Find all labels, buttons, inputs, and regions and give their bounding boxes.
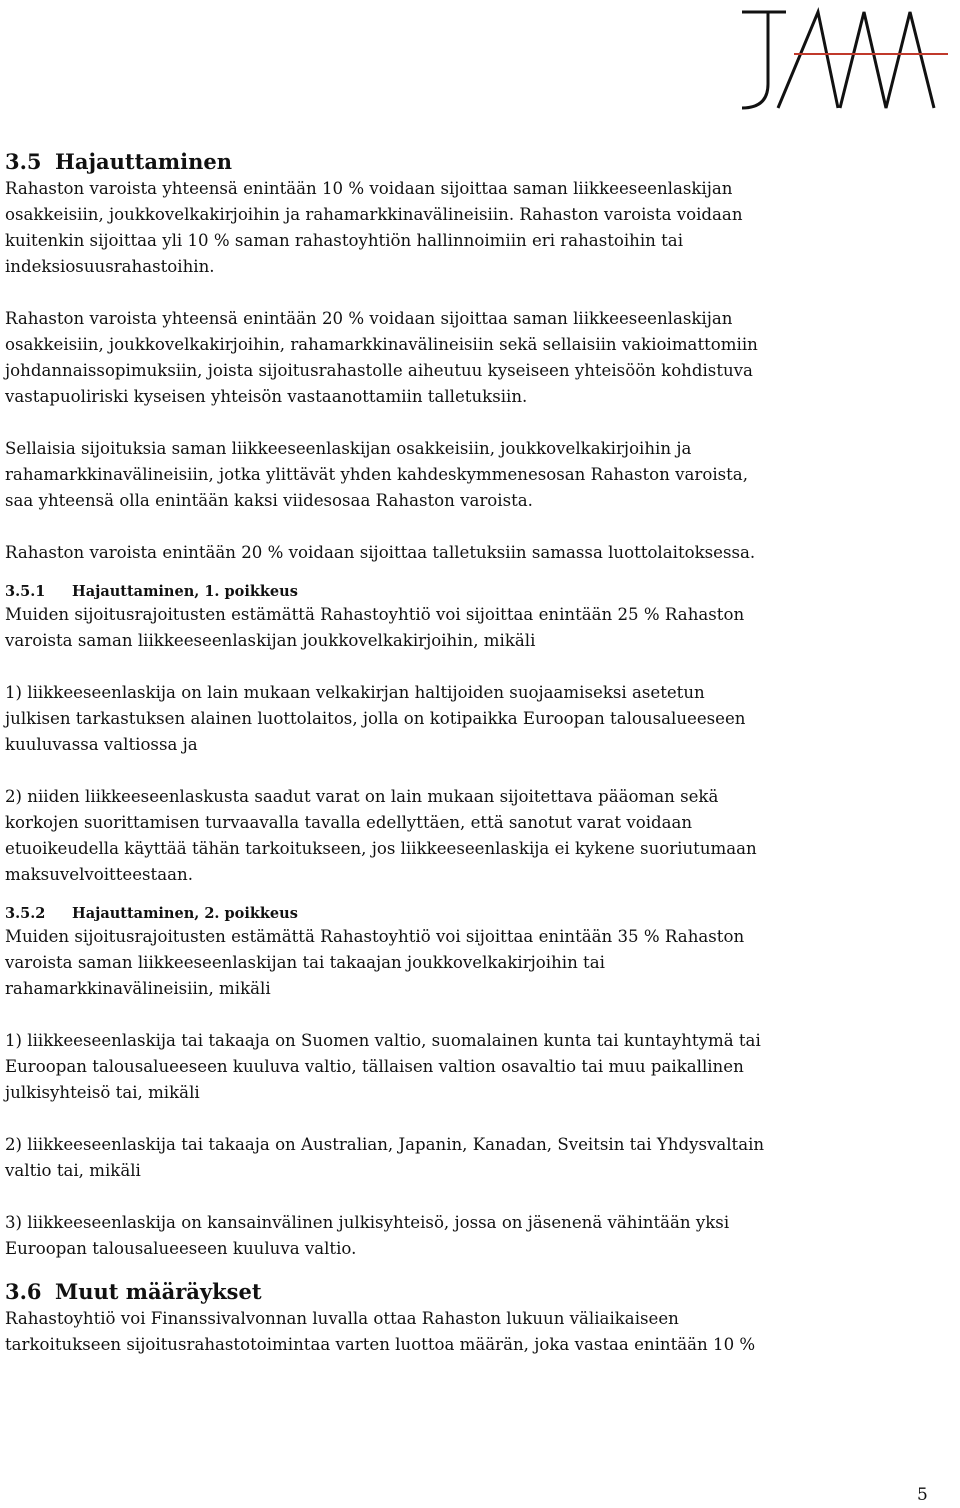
page-number: 5: [917, 1485, 928, 1505]
section-heading-3-5: [5, 148, 935, 176]
list-item: 2) niiden liikkeeseenlaskusta saadut varat on lain mukaan sijoitettava pääoman sekä korkojen suorittamisen turvaavalla tavalla edellyttäen, että sanotut varat voidaan etuoikeudella käyttää tähän tarkoitukseen, jos liikkeeseenlaskija ei kykene suoriutumaan maksuvelvoitteestaan.: [5, 787, 757, 884]
subsection-number: 3.5.1: [5, 583, 46, 600]
section-number: 3.6: [5, 1279, 42, 1304]
paragraph: Sellaisia sijoituksia saman liikkeeseenlaskijan osakkeisiin, joukkovelkakirjoihin ja rahamarkkinavälineisiin, jotka ylittävät yhden kahdeskymmenesosan Rahaston varoista, saa yhteensä olla enintään kaksi viidesosaa Rahaston varoista.: [5, 439, 748, 510]
section-title: Hajauttaminen: [55, 149, 233, 174]
subsection-heading-3-5-1: [5, 582, 935, 602]
paragraph: Rahaston varoista enintään 20 % voidaan sijoittaa talletuksiin samassa luottolaitoksessa.: [5, 543, 756, 562]
subsection-heading-3-5-2: [5, 904, 935, 924]
list-item: 1) liikkeeseenlaskija on lain mukaan velkakirjan haltijoiden suojaamiseksi asetetun julkisen tarkastuksen alainen luottolaitos, jolla on kotipaikka Euroopan talousalueeseen kuuluvassa valtiossa ja: [5, 683, 746, 754]
paragraph: Rahaston varoista yhteensä enintään 20 % voidaan sijoittaa saman liikkeeseenlaskijan osakkeisiin, joukkovelkakirjoihin, rahamarkkinavälineisiin sekä sellaisiin vakioimattomiin johdannaissopimuksiin, joista sijoitusrahastolle aiheutuu kyseiseen yhteisöön kohdistuva vastapuoliriski kyseisen yhteisön vastaanottamiin talletuksiin.: [5, 309, 758, 406]
subsection-number: 3.5.2: [5, 905, 46, 922]
subsection-title: Hajauttaminen, 2. poikkeus: [72, 905, 298, 922]
section-title: Muut määräykset: [55, 1279, 262, 1304]
jam-logo-mark: [734, 4, 954, 116]
subsection-title: Hajauttaminen, 1. poikkeus: [72, 583, 298, 600]
section-number: 3.5: [5, 149, 42, 174]
paragraph: Rahaston varoista yhteensä enintään 10 % voidaan sijoittaa saman liikkeeseenlaskijan osakkeisiin, joukkovelkakirjoihin ja rahamarkkinavälineisiin. Rahaston varoista voidaan kuitenkin sijoittaa yli 10 % saman rahastoyhtiön hallinnoimiin eri rahastoihin tai indeksiosuusrahastoihin.: [5, 179, 743, 276]
list-item: 3) liikkeeseenlaskija on kansainvälinen julkisyhteisö, jossa on jäsenenä vähintään yksi Euroopan talousalueeseen kuuluva valtio.: [5, 1213, 730, 1258]
section-heading-3-6: [5, 1278, 935, 1306]
paragraph: Muiden sijoitusrajoitusten estämättä Rahastoyhtiö voi sijoittaa enintään 25 % Rahaston varoista saman liikkeeseenlaskijan joukkovelkakirjoihin, mikäli: [5, 605, 745, 650]
list-item: 2) liikkeeseenlaskija tai takaaja on Australian, Japanin, Kanadan, Sveitsin tai Yhdysvaltain valtio tai, mikäli: [5, 1135, 765, 1180]
company-logo: [734, 4, 954, 116]
list-item: 1) liikkeeseenlaskija tai takaaja on Suomen valtio, suomalainen kunta tai kuntayhtymä tai Euroopan talousalueeseen kuuluva valtio, tällaisen valtion osavaltio tai muu paikallinen julkisyhteisö tai, mikäli: [5, 1031, 761, 1102]
paragraph: Muiden sijoitusrajoitusten estämättä Rahastoyhtiö voi sijoittaa enintään 35 % Rahaston varoista saman liikkeeseenlaskijan tai takaajan joukkovelkakirjoihin tai rahamarkkinavälineisiin, mikäli: [5, 927, 745, 998]
document-body: [5, 148, 935, 1358]
paragraph: Rahastoyhtiö voi Finanssivalvonnan luvalla ottaa Rahaston lukuun väliaikaiseen tarkoitukseen sijoitusrahastotoimintaa varten luottoa määrän, joka vastaa enintään 10 %: [5, 1309, 756, 1354]
